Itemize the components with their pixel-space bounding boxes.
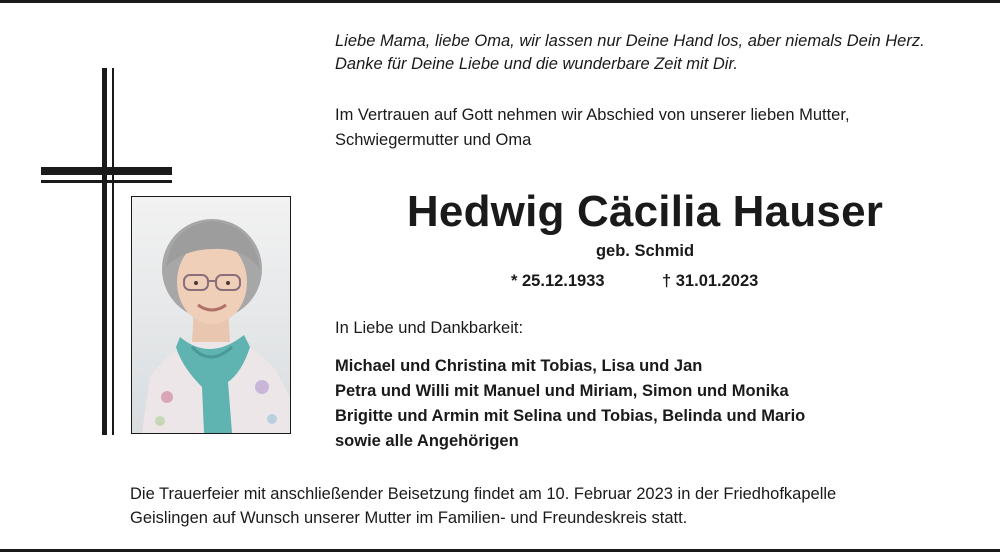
- death-date: † 31.01.2023: [662, 272, 759, 290]
- family-line: Brigitte und Armin mit Selina und Tobias, Belinda und Mario: [335, 407, 806, 425]
- intro-line-1: Im Vertrauen auf Gott nehmen wir Abschied von unserer lieben Mutter,: [335, 106, 850, 124]
- notice-line-2: Geislingen auf Wunsch unserer Mutter im Familien- und Freundeskreis statt.: [130, 509, 688, 527]
- notice-line-1: Die Trauerfeier mit anschließender Beisetzung findet am 10. Februar 2023 in der Friedhofkapelle: [130, 485, 837, 503]
- cross-icon-bar-inner: [41, 180, 172, 183]
- birth-date: * 25.12.1933: [511, 272, 605, 290]
- family-line: Michael und Christina mit Tobias, Lisa und Jan: [335, 357, 703, 375]
- intro-line-2: Schwiegermutter und Oma: [335, 131, 532, 149]
- deceased-name: Hedwig Cäcilia Hauser: [406, 187, 884, 236]
- funeral-notice: [130, 482, 990, 530]
- relatives-line: sowie alle Angehörigen: [335, 432, 519, 450]
- motto: [335, 30, 975, 76]
- portrait-illustration: [132, 197, 290, 433]
- intro-text: [335, 103, 975, 153]
- motto-line-1: Liebe Mama, liebe Oma, wir lassen nur Deine Hand los, aber niemals Dein Herz.: [335, 32, 925, 50]
- family-line: Petra und Willi mit Manuel und Miriam, Simon und Monika: [335, 382, 789, 400]
- gratitude-line: In Liebe und Dankbarkeit:: [335, 319, 524, 337]
- cross-icon: [102, 68, 107, 435]
- cross-icon-inner-line: [112, 68, 114, 435]
- motto-line-2: Danke für Deine Liebe und die wunderbare Zeit mit Dir.: [335, 55, 738, 73]
- birth-name: geb. Schmid: [595, 242, 695, 260]
- family-list: [335, 354, 805, 429]
- cross-icon-bar: [41, 167, 172, 175]
- portrait-photo: [131, 196, 291, 434]
